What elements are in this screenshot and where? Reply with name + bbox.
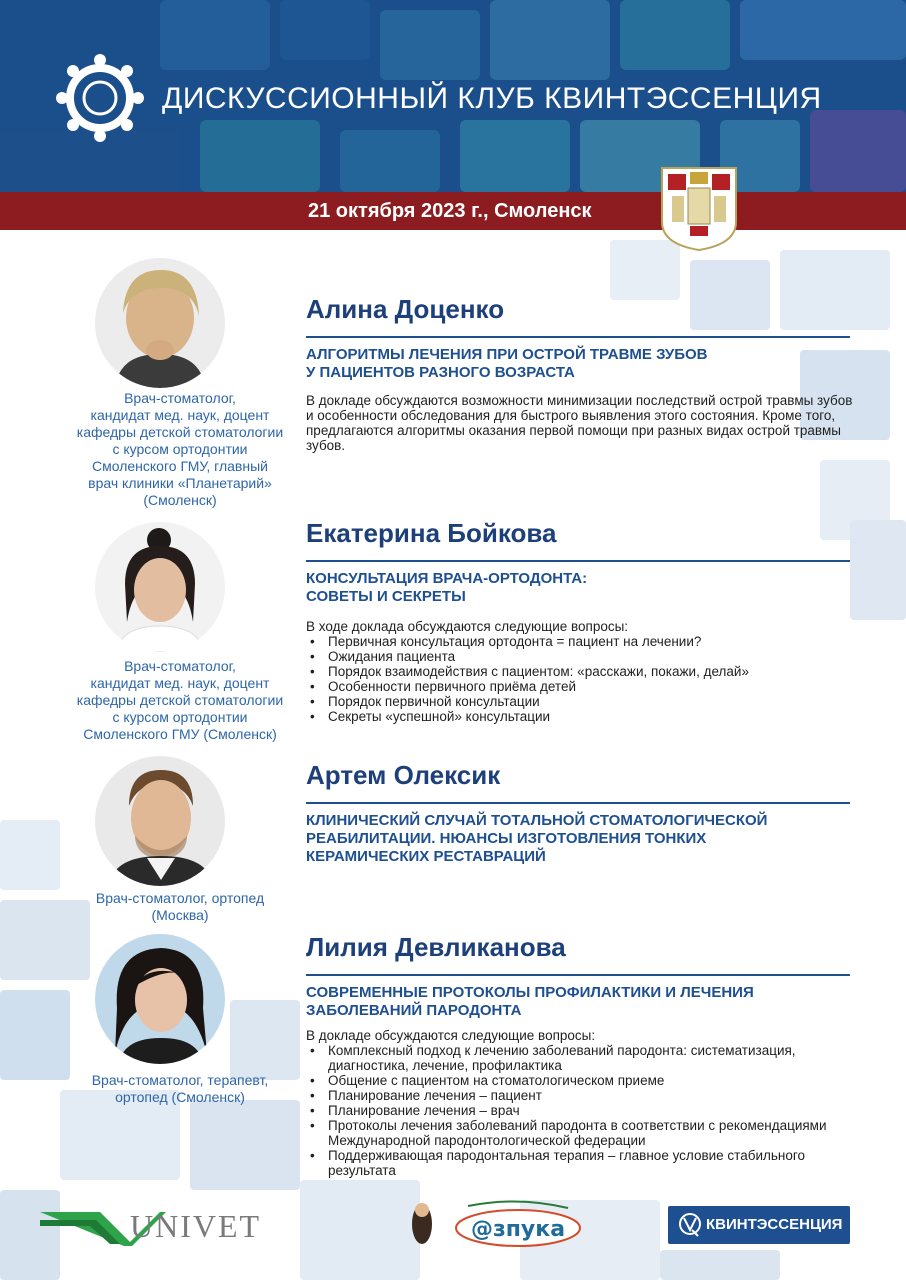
list-item: • Порядок взаимодействия с пациентом: «расскажи, покажи, делай» bbox=[306, 664, 854, 679]
speaker-name: Екатерина Бойкова bbox=[306, 518, 557, 548]
list-item: • Первичная консультация ортодонта = пациент на лечении? bbox=[306, 634, 854, 649]
azbuka-logo-text: @зпука bbox=[470, 1217, 566, 1242]
azbuka-logo-icon bbox=[408, 1198, 588, 1250]
list-item: • Планирование лечения – врач bbox=[306, 1103, 854, 1118]
speaker-caption: Врач-стоматолог, ортопед (Москва) bbox=[95, 890, 265, 923]
list-item: • Общение с пациентом на стоматологическом приеме bbox=[306, 1073, 854, 1088]
list-item: • Порядок первичной консультации bbox=[306, 694, 854, 709]
event-date: 21 октября 2023 г., Смоленск bbox=[308, 200, 592, 222]
talk-title: КЛИНИЧЕСКИЙ СЛУЧАЙ ТОТАЛЬНОЙ СТОМАТОЛОГИЧЕСКОЙ РЕАБИЛИТАЦИИ. НЮАНСЫ ИЗГОТОВЛЕНИЯ ТОНКИХ КЕРАМИЧЕСКИХ РЕСТАВРАЦИЙ bbox=[306, 812, 768, 865]
talk-title: АЛГОРИТМЫ ЛЕЧЕНИЯ ПРИ ОСТРОЙ ТРАВМЕ ЗУБОВ У ПАЦИЕНТОВ РАЗНОГО ВОЗРАСТА bbox=[306, 346, 708, 381]
quintessence-logo-text: КВИНТЭССЕНЦИЯ bbox=[706, 1216, 843, 1233]
speaker-photo-avatar bbox=[95, 258, 225, 388]
divider bbox=[306, 336, 850, 338]
list-item: • Ожидания пациента bbox=[306, 649, 854, 664]
speaker-photo-avatar bbox=[95, 756, 225, 886]
speaker-caption: Врач-стоматолог, терапевт, ортопед (Смоленск) bbox=[91, 1072, 269, 1105]
talk-topics-list bbox=[306, 634, 854, 724]
talk-title: СОВРЕМЕННЫЕ ПРОТОКОЛЫ ПРОФИЛАКТИКИ И ЛЕЧЕНИЯ ЗАБОЛЕВАНИЙ ПАРОДОНТА bbox=[306, 984, 754, 1019]
speaker-name: Артем Олексик bbox=[306, 760, 501, 790]
divider bbox=[306, 560, 850, 562]
divider bbox=[306, 974, 850, 976]
speaker-name: Лилия Девликанова bbox=[306, 932, 566, 962]
list-item: • Особенности первичного приёма детей bbox=[306, 679, 854, 694]
speaker-photo-avatar bbox=[95, 522, 225, 652]
list-item: • Поддерживающая пародонтальная терапия – главное условие стабильного результата bbox=[306, 1148, 854, 1178]
quintessence-emblem-icon bbox=[678, 1212, 702, 1238]
talk-description: В докладе обсуждаются возможности минимизации последствий острой травмы зубов и особенности обследования для быстрого выявления этого состояния. Кроме того, предлагаются алгоритмы оказания первой помощи при разных видах острой травмы зубов. bbox=[306, 393, 853, 453]
speaker-caption: Врач-стоматолог, кандидат мед. наук, доцент кафедры детской стоматологии с курсом ортодонтии Смоленского ГМУ (Смоленск) bbox=[76, 658, 284, 742]
list-item: • Протоколы лечения заболеваний пародонта в соответствии с рекомендациями Международной пародонтологической федерации bbox=[306, 1118, 854, 1148]
talk-intro: В ходе доклада обсуждаются следующие вопросы: bbox=[306, 619, 629, 634]
talk-intro: В докладе обсуждаются следующие вопросы: bbox=[306, 1028, 596, 1043]
speaker-name: Алина Доценко bbox=[306, 294, 505, 324]
list-item: • Комплексный подход к лечению заболеваний пародонта: систематизация, диагностика, лечение, профилактика bbox=[306, 1043, 854, 1073]
list-item: • Планирование лечения – пациент bbox=[306, 1088, 854, 1103]
city-crest-icon bbox=[660, 166, 738, 252]
divider bbox=[306, 802, 850, 804]
speaker-caption: Врач-стоматолог, кандидат мед. наук, доцент кафедры детской стоматологии с курсом ортодонтии Смоленского ГМУ, главный врач клиники «Планетарий» (Смоленск) bbox=[76, 390, 284, 508]
speaker-photo-avatar bbox=[95, 934, 225, 1064]
list-item: • Секреты «успешной» консультации bbox=[306, 709, 854, 724]
talk-topics-list bbox=[306, 1043, 854, 1178]
talk-title: КОНСУЛЬТАЦИЯ ВРАЧА-ОРТОДОНТА: СОВЕТЫ И СЕКРЕТЫ bbox=[306, 570, 588, 605]
club-title: ДИСКУССИОННЫЙ КЛУБ КВИНТЭССЕНЦИЯ bbox=[162, 82, 822, 115]
club-logo-icon bbox=[56, 54, 144, 142]
univet-logo-text: UNIVET bbox=[130, 1208, 262, 1244]
